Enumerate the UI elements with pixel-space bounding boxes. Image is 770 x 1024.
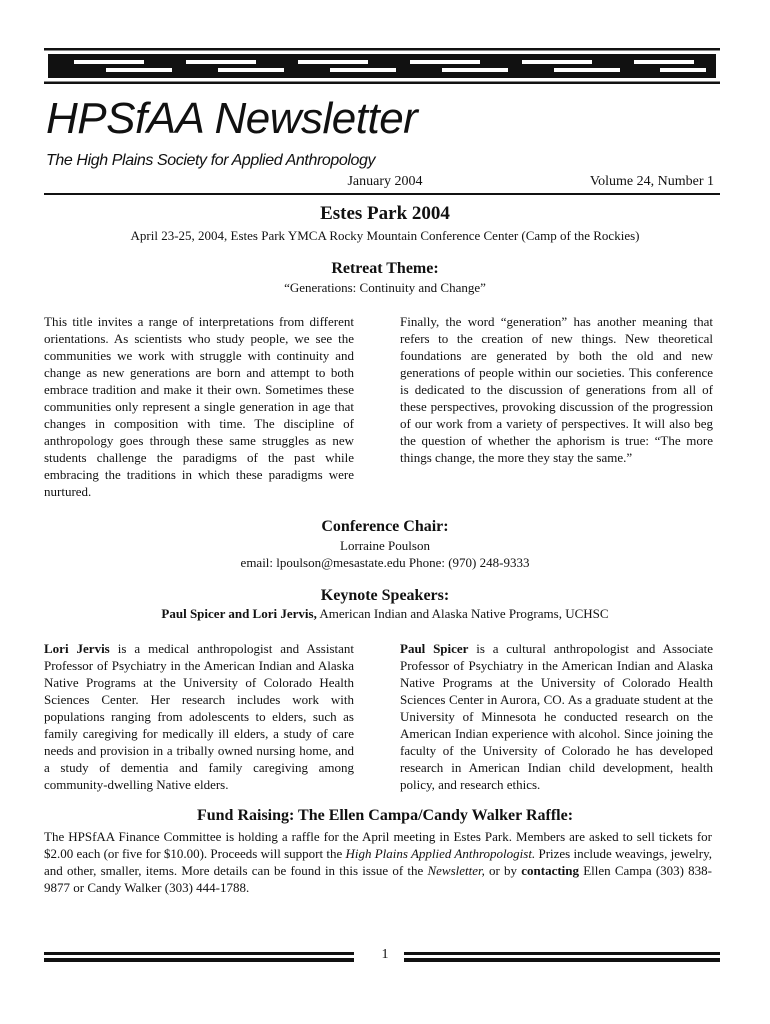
chair-contact: email: lpoulson@mesastate.edu Phone: (970) 248-9333	[240, 555, 530, 570]
contacting-word: contacting	[521, 863, 580, 878]
retreat-heading: Retreat Theme:	[331, 260, 439, 277]
newsletter-reference: Newsletter,	[427, 863, 485, 878]
newsletter-title: HPSfAA Newsletter	[46, 94, 418, 143]
retreat-left-column: This title invites a range of interpretations from different orientations. As scientists who study people, we see the communities we work with struggle with continuity and change as new generations are born and attempt to both embrace tradition and make it their own. Sometimes these communities only represent a single generation in age that changes in composition with time. The discipline of anthropology goes through these same struggles as new students challenge the paradigms of the past while embracing the traditions in which these paradigms were nurtured.	[44, 314, 354, 499]
spicer-bio	[400, 640, 713, 793]
fundraising-text-2: Prizes include weavings, jewelry, and other, smaller, items. More details can be found in this issue of the	[44, 846, 712, 878]
publication-title: High Plains Applied Anthropologist.	[345, 846, 536, 861]
newsletter-subtitle: The High Plains Society for Applied Anthropology	[46, 152, 376, 169]
masthead-divider	[44, 193, 720, 195]
retreat-theme: “Generations: Continuity and Change”	[284, 280, 486, 295]
chair-name: Lorraine Poulson	[340, 538, 430, 553]
issue-volume: Volume 24, Number 1	[589, 174, 714, 189]
spicer-bio-text: is a cultural anthropologist and Associate Professor of Psychiatry in the American Indian and Alaska Native Programs at the University of Colorado Health Sciences Center in Aurora, CO. As a graduate student at the University of Minnesota he conducted research on the American Indian experience with alcohol. Since joining the faculty of the University of Colorado he has developed research in American Indian child development, health policy, and research ethics.	[400, 641, 713, 792]
fundraising-heading: Fund Raising: The Ellen Campa/Candy Walker Raffle:	[196, 807, 574, 824]
keynote-speakers-names: Paul Spicer and Lori Jervis,	[161, 606, 317, 621]
jervis-bio	[44, 640, 354, 793]
article-title: Estes Park 2004	[320, 203, 450, 224]
keynote-speakers-affiliation: American Indian and Alaska Native Programs, UCHSC	[316, 606, 609, 621]
footer-rule-right	[404, 952, 720, 962]
chair-heading: Conference Chair:	[321, 518, 449, 535]
page-number: 1	[381, 947, 389, 962]
masthead-banner-ornament	[44, 48, 720, 84]
jervis-name: Lori Jervis	[44, 641, 110, 656]
fundraising-text-3: or by	[484, 863, 522, 878]
keynote-heading: Keynote Speakers:	[320, 587, 450, 604]
article-dates: April 23-25, 2004, Estes Park YMCA Rocky Mountain Conference Center (Camp of the Rockies)	[130, 228, 640, 243]
fundraising-text-4: Ellen Campa (303) 838-9877 or Candy Walker (303) 444-1788.	[44, 863, 712, 895]
fundraising-text-1: The HPSfAA Finance Committee is holding a raffle for the April meeting in Estes Park. Members are asked to sell tickets for $2.00 each (or five for $10.00). Proceeds will support the	[44, 829, 712, 861]
jervis-bio-text: is a medical anthropologist and Assistant Professor of Psychiatry in the American Indian and Alaska Native Programs at the University of Colorado Health Sciences Center. Her research includes work with populations ranging from adolescents to elders, such as family caregiving for medically ill elders, a study of care needs and provision in a tribally owned nursing home, and a study of dementia and family caregiving among community-dwelling Native elders.	[44, 641, 355, 792]
keynote-speakers-line	[0, 606, 770, 622]
retreat-right-column: Finally, the word “generation” has another meaning that refers to the creation of new things. New theoretical foundations are generated by both the old and new generations of people within our societies. This conference is dedicated to the discussion of generations from all of these perspectives, provoking discussion of the progression of our work from a variety of perspectives. It will also beg the question of whether the aphorism is true: “The more things change, the more they stay the same.”	[400, 314, 713, 465]
issue-date: January 2004	[347, 174, 423, 189]
spicer-name: Paul Spicer	[400, 641, 469, 656]
fundraising-body	[44, 828, 712, 896]
